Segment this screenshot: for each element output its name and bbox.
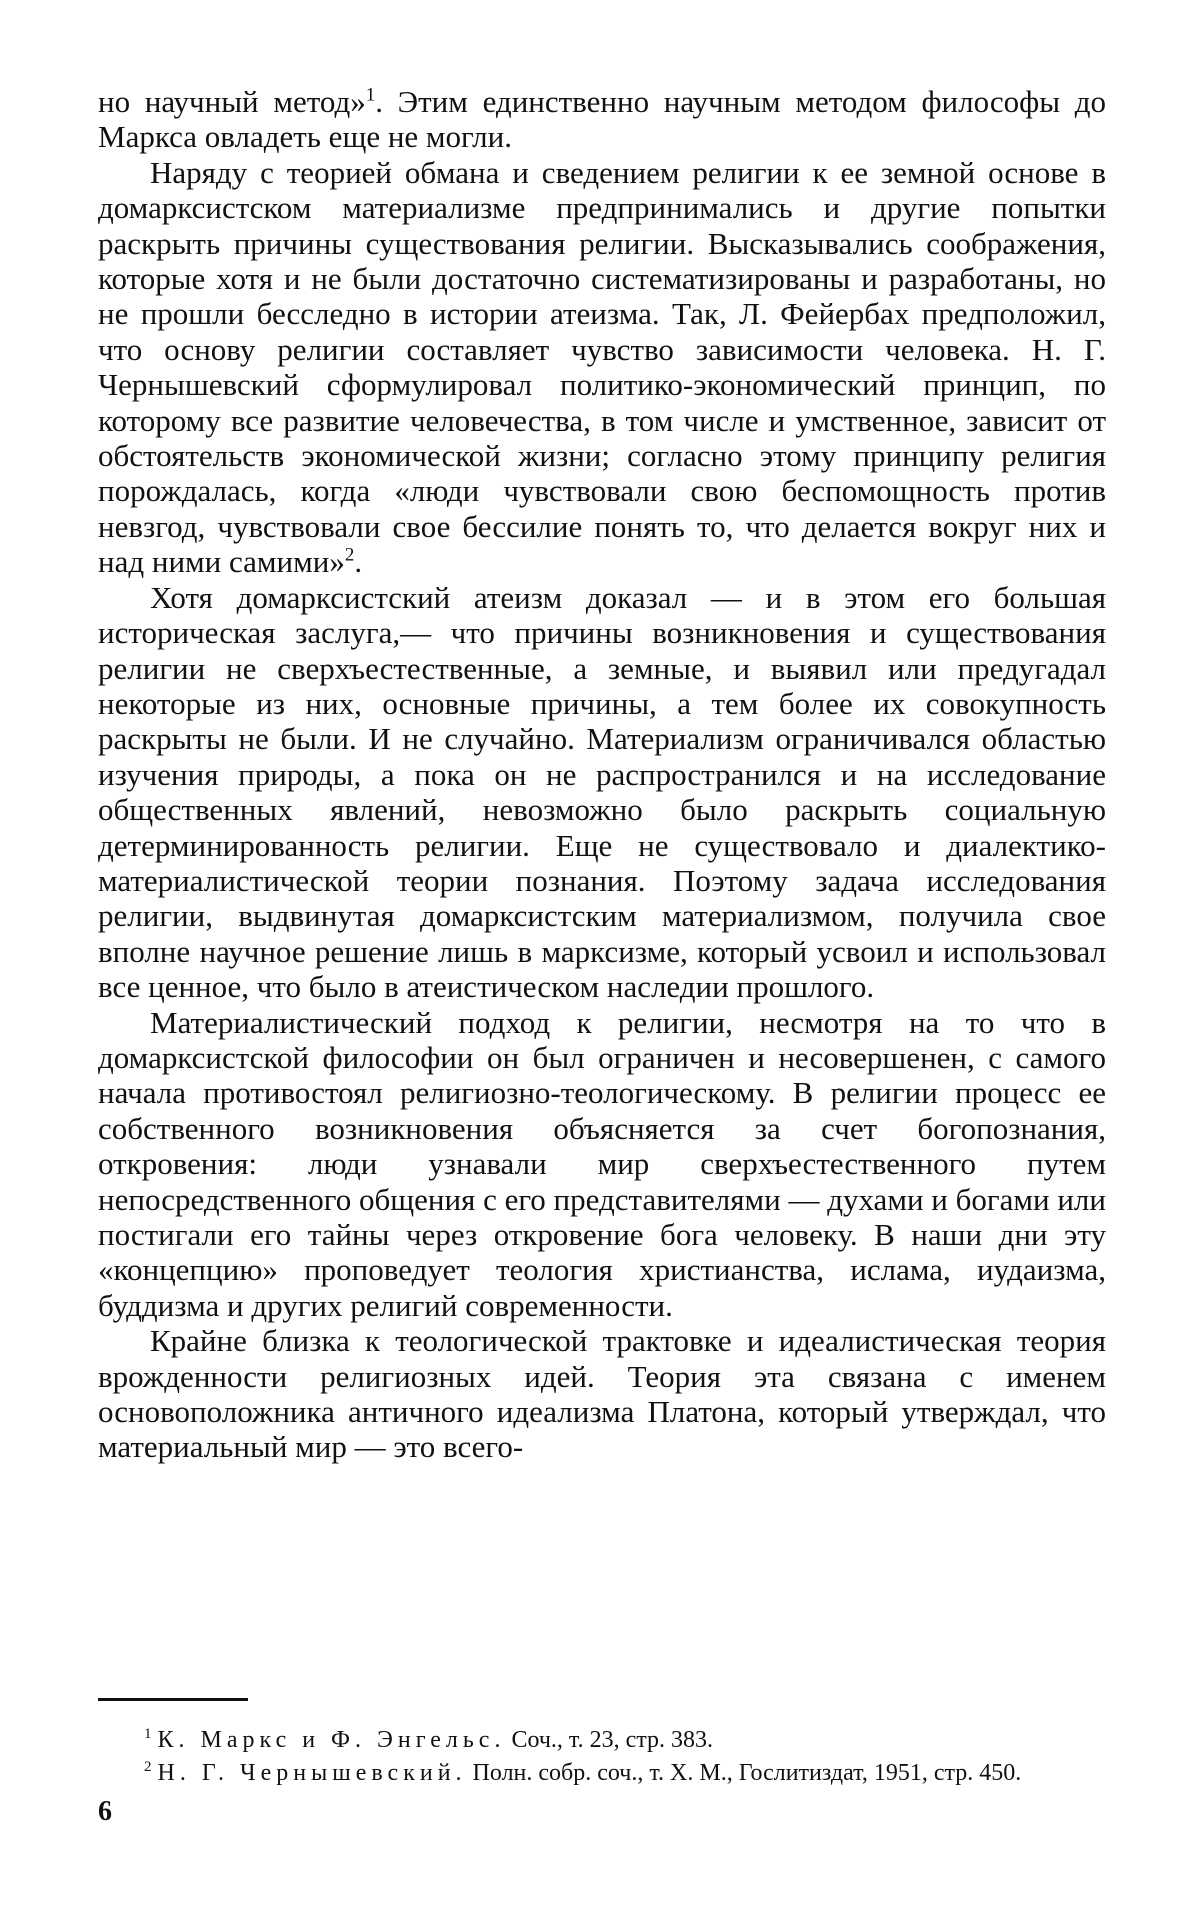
paragraph-3 xyxy=(98,580,1106,1005)
page-number: 6 xyxy=(98,1796,112,1827)
footnotes xyxy=(98,1724,1106,1790)
footnote-source: Полн. собр. соч., т. X. М., Гослитиздат, 1951, стр. 450. xyxy=(472,1760,1022,1786)
paragraph-tail: . xyxy=(354,544,363,580)
footnote-source: Соч., т. 23, стр. 383. xyxy=(511,1727,714,1753)
paragraph-text: Материалистический подход к религии, несмотря на то что в домарксистской философии он был ограничен и несовершенен, с самого начала противостоял религиозно-теологическому. В религии процесс ее собственного возникновения объясняется за счет богопознания, откровения: люди узнавали мир сверхъестественного путем непосредственного общения с его представителями — духами и богами или постигали его тайны через откровение бога человеку. В наши дни эту «концепцию» проповедует теология христианства, ислама, иудаизма, буддизма и других религий современности. xyxy=(98,1004,1106,1323)
footnote-author: Н. Г. Чернышевский. xyxy=(157,1760,467,1786)
footnote-2 xyxy=(98,1757,1106,1790)
footnote-author: К. Маркс и Ф. Энгельс. xyxy=(157,1727,506,1753)
paragraph-tail: . Этим единственно научным методом философы до Маркса овладеть еще не могли. xyxy=(98,84,1106,155)
footnote-divider xyxy=(98,1698,248,1701)
footnote-ref[interactable]: 2 xyxy=(344,544,355,566)
footnote-1 xyxy=(98,1724,1106,1757)
paragraph-1 xyxy=(98,84,1106,155)
paragraph-5 xyxy=(98,1323,1106,1465)
footnote-mark: 2 xyxy=(144,1759,152,1775)
paragraph-text: Крайне близка к теологической трактовке и идеалистическая теория врожденности религиозных идей. Теория эта связана с именем основоположника античного идеализма Платона, который утверждал, что материальный мир — это всего- xyxy=(98,1323,1106,1465)
footnote-mark: 1 xyxy=(144,1726,152,1742)
footnote-ref[interactable]: 1 xyxy=(365,84,376,106)
paragraph-text: Хотя домарксистский атеизм доказал — и в этом его большая историческая заслуга,— что причины возникновения и существования религии не сверхъестественные, а земные, и выявил или предугадал некоторые из них, основные причины, а тем более их совокупность раскрыты не были. И не случайно. Материализм ограничивался областью изучения природы, а пока он не распространился и на исследование общественных явлений, невозможно было раскрыть социальную детерминированность религии. Еще не существовало и диалектико-материалистической теории познания. Поэтому задача исследования религии, выдвинутая домарксистским материализмом, получила свое вполне научное решение лишь в марксизме, который усвоил и использовал все ценное, что было в атеистическом наследии прошлого. xyxy=(98,579,1106,1005)
paragraph-text: Наряду с теорией обмана и сведением религии к ее земной основе в домарксистском материализме предпринимались и другие попытки раскрыть причины существования религии. Высказывались соображения, которые хотя и не были достаточно систематизированы и разработаны, но не прошли бесследно в истории атеизма. Так, Л. Фейербах предположил, что основу религии составляет чувство зависимости человека. Н. Г. Чернышевский сформулировал политико-экономический принцип, по которому все развитие человечества, в том числе и умственное, зависит от обстоятельств экономической жизни; согласно этому принципу религия порождалась, когда «люди чувствовали свою беспомощность против невзгод, чувствовали свое бессилие понять то, что делается вокруг них и над ними самими» xyxy=(98,154,1106,580)
paragraph-4 xyxy=(98,1005,1106,1324)
paragraph-text: но научный метод» xyxy=(98,84,366,119)
paragraph-2 xyxy=(98,155,1106,580)
main-text xyxy=(98,84,1106,1465)
